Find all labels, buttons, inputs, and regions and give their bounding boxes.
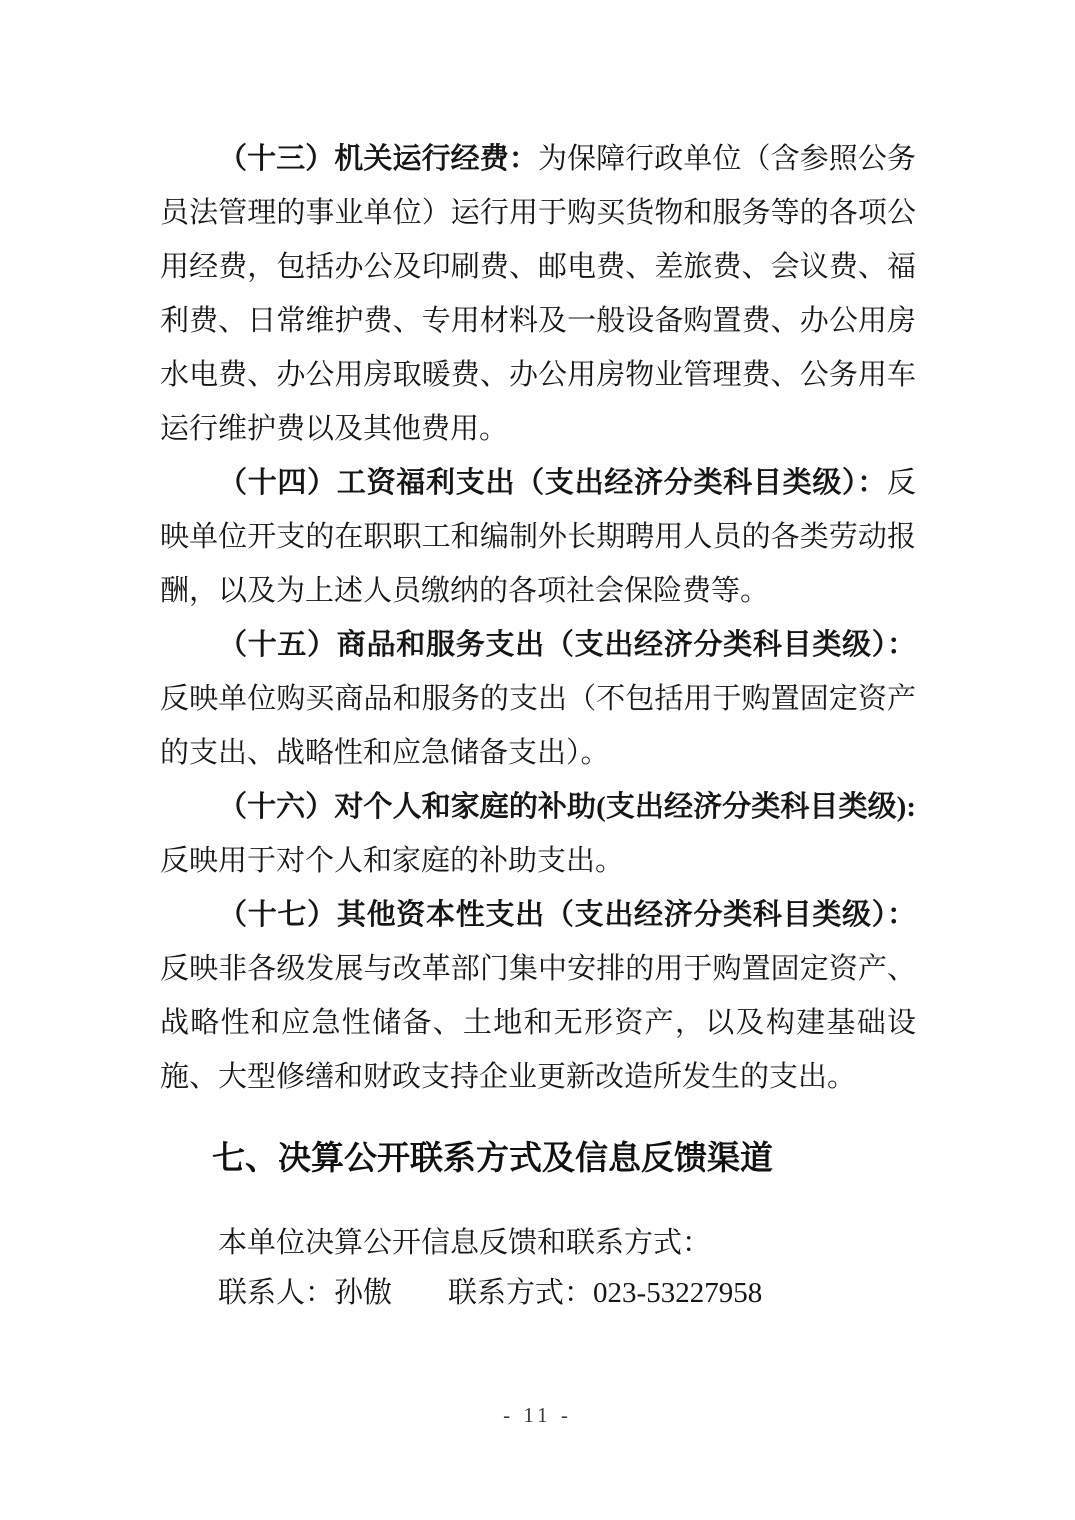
definition-14-text: 反映单位开支的在职职工和编制外长期聘用人员的各类劳动报酬，以及为上述人员缴纳的各项社会保险费等。 <box>160 467 916 607</box>
contact-method-value: 023-53227958 <box>593 1277 763 1309</box>
definition-paragraph-16 <box>160 780 916 888</box>
contact-method-label: 联系方式： <box>448 1277 594 1309</box>
definition-17-text: 反映非各级发展与改革部门集中安排的用于购置固定资产、战略性和应急性储备、土地和无形资产，以及构建基础设施、大型修缮和财政支持企业更新改造所发生的支出。 <box>160 953 916 1093</box>
contact-person-name: 孙傲 <box>334 1277 393 1309</box>
definition-14-term: （十四）工资福利支出（支出经济分类科目类级）： <box>218 467 887 499</box>
definition-paragraph-14 <box>160 456 916 618</box>
document-body <box>160 132 916 1318</box>
definition-13-text: 为保障行政单位（含参照公务员法管理的事业单位）运行用于购买货物和服务等的各项公用经费，包括办公及印刷费、邮电费、差旅费、会议费、福利费、日常维护费、专用材料及一般设备购置费、办公用房水电费、办公用房取暖费、办公用房物业管理费、公务用车运行维护费以及其他费用。 <box>160 143 916 445</box>
page-number: - 11 - <box>503 1403 572 1427</box>
contact-intro-line: 本单位决算公开信息反馈和联系方式： <box>218 1227 712 1259</box>
definition-13-term: （十三）机关运行经费： <box>218 143 538 175</box>
contact-details-line <box>160 1268 916 1318</box>
definition-paragraph-15 <box>160 618 916 780</box>
definition-17-term: （十七）其他资本性支出（支出经济分类科目类级）： <box>218 899 916 931</box>
contact-person-label: 联系人： <box>218 1277 335 1309</box>
definition-paragraph-17 <box>160 888 916 1104</box>
page-footer <box>0 1402 1075 1428</box>
definition-16-term: （十六）对个人和家庭的补助(支出经济分类科目类级): <box>218 791 916 823</box>
section-heading-seven: 七、决算公开联系方式及信息反馈渠道 <box>212 1139 773 1176</box>
definition-15-text: 反映单位购买商品和服务的支出（不包括用于购置固定资产的支出、战略性和应急储备支出）。 <box>160 683 916 769</box>
definition-paragraph-13 <box>160 132 916 456</box>
definition-16-text: 反映用于对个人和家庭的补助支出。 <box>160 845 625 877</box>
definition-15-term: （十五）商品和服务支出（支出经济分类科目类级）： <box>218 629 916 661</box>
